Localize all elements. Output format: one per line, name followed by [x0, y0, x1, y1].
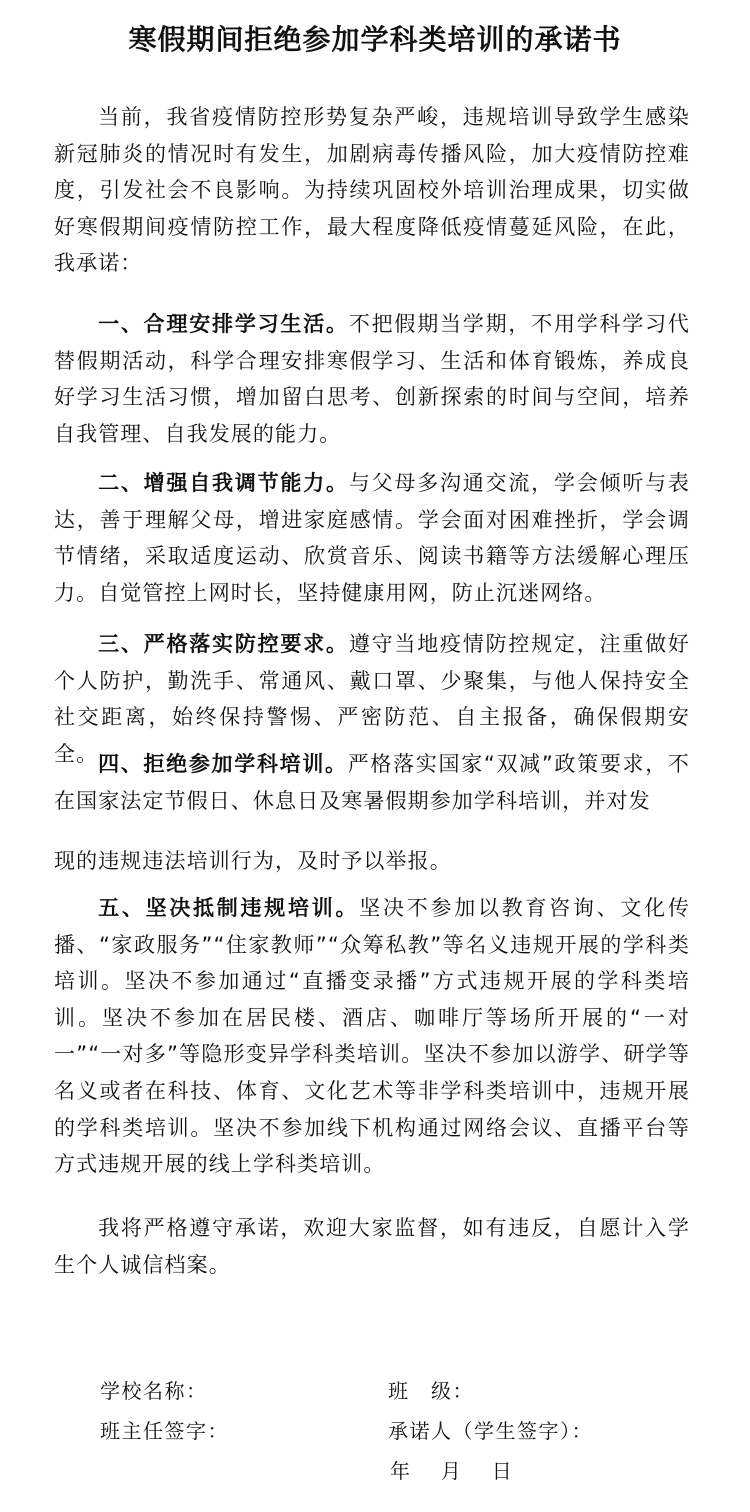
- item-5-text: 坚决不参加以教育咨询、文化传播、“家政服务”“住家教师”“众筹私教”等名义违规开展的学科类培训。坚决不参加通过“直播变录播”方式违规开展的学科类培训。坚决不参加在居民楼、酒店、咖啡厅等场所开展的“一对一”“一对多”等隐形变异学科类培训。坚决不参加以游学、研学等名义或者在科技、体育、文化艺术等非学科类培训中，违规开展的学科类培训。坚决不参加线下机构通过网络会议、直播平台等方式违规开展的线上学科类培训。: [54, 896, 690, 1177]
- closing-paragraph: 我将严格遵守承诺，欢迎大家监督，如有违反，自愿计入学生个人诚信档案。: [54, 1216, 690, 1277]
- item-2-text: 与父母多沟通交流，学会倾听与表达，善于理解父母，增进家庭感情。学会面对困难挫折，学会调节情绪，采取适度运动、欣赏音乐、阅读书籍等方法缓解心理压力。自觉管控上网时长，坚持健康用网，防止沉迷网络。: [54, 471, 690, 605]
- document-title: 寒假期间拒绝参加学科类培训的承诺书: [128, 23, 622, 56]
- item-4-continuation: 现的违规违法培训行为，及时予以举报。: [54, 849, 452, 873]
- item-1-text: 不把假期当学期，不用学科学习代替假期活动，科学合理安排寒假学习、生活和体育锻炼，养成良好学习生活习惯，增加留白思考、创新探索的时间与空间，培养自我管理、自我发展的能力。: [54, 312, 690, 446]
- student-signature-label: 承诺人（学生签字）：: [388, 1419, 593, 1443]
- item-1-heading: 一、合理安排学习生活。: [98, 312, 349, 336]
- intro-paragraph: 当前，我省疫情防控形势复杂严峻，违规培训导致学生感染新冠肺炎的情况时有发生，加剧病毒传播风险，加大疫情防控难度，引发社会不良影响。为持续巩固校外培训治理成果，切实做好寒假期间疫情防控工作，最大程度降低疫情蔓延风险，在此，我承诺：: [54, 105, 690, 276]
- item-4-text: 严格落实国家“双减”政策要求，不在国家法定节假日、休息日及寒暑假期参加学科培训，并对发: [54, 752, 690, 813]
- class-label: 班 级：: [388, 1379, 474, 1403]
- item-2-heading: 二、增强自我调节能力。: [98, 471, 349, 495]
- item-4-heading: 四、拒绝参加学科培训。: [98, 752, 348, 776]
- item-5-heading: 五、坚决抵制违规培训。: [98, 896, 360, 920]
- school-name-label: 学校名称：: [100, 1379, 208, 1403]
- item-5-paragraph: [54, 890, 690, 1183]
- item-2-paragraph: [54, 465, 690, 611]
- date-label: 年 月 日: [390, 1459, 514, 1483]
- item-3-heading: 三、严格落实防控要求。: [98, 632, 349, 656]
- teacher-signature-label: 班主任签字：: [100, 1419, 229, 1443]
- item-1-paragraph: [54, 306, 690, 452]
- item-4-paragraph: [54, 746, 690, 819]
- item-3-text: 遵守当地疫情防控规定，注重做好个人防护，勤洗手、常通风、戴口罩、少聚集，与他人保持安全社交距离，始终保持警惕、严密防范、自主报备，确保假期安全。: [54, 632, 690, 766]
